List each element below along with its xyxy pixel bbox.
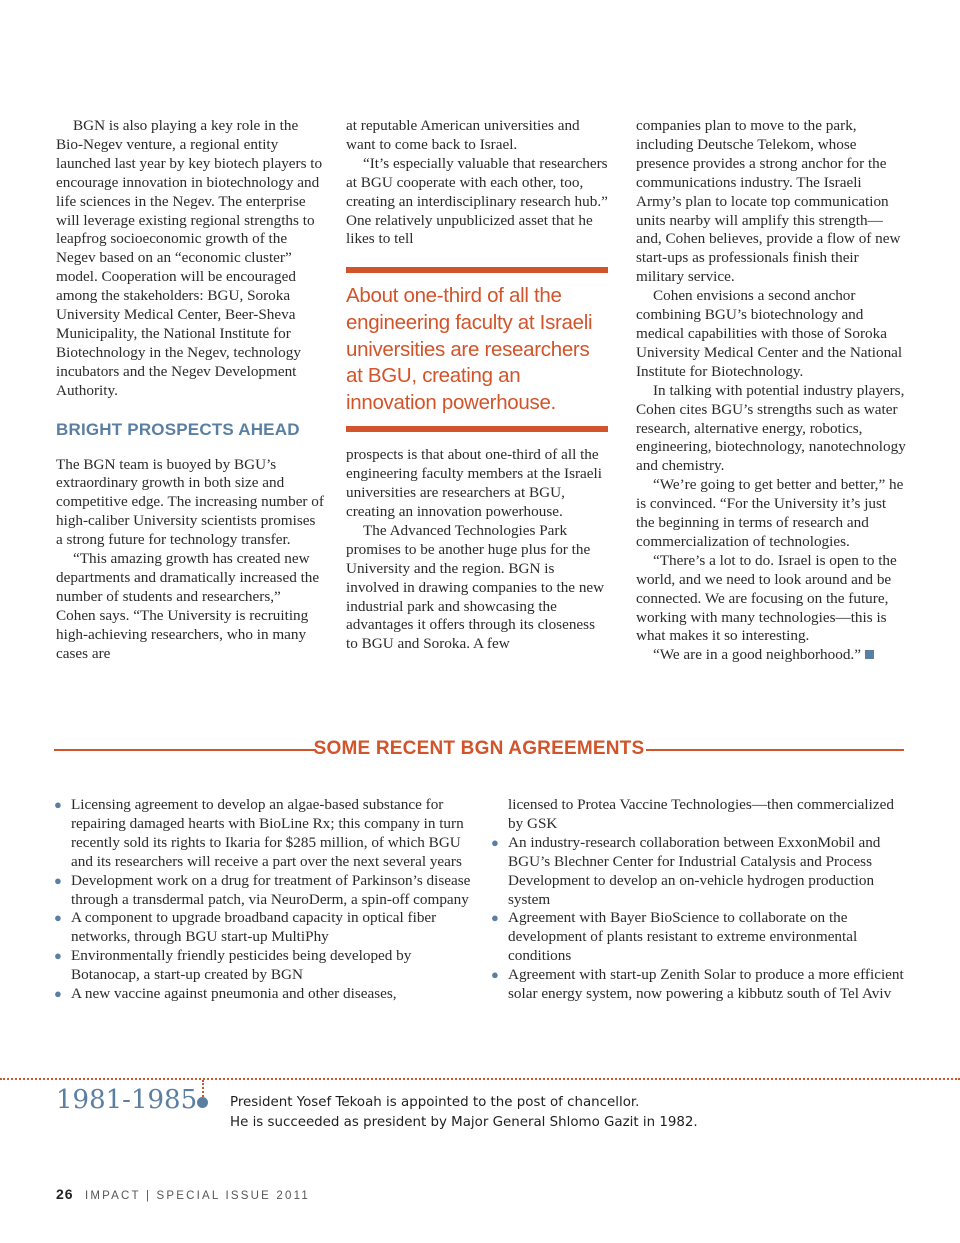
publication-name: IMPACT | SPECIAL ISSUE 2011: [84, 1190, 310, 1202]
article-column-1: [56, 117, 324, 663]
agreements-heading: [54, 736, 904, 764]
list-item-text: A component to upgrade broadband capacity in optical fiber networks, through BGU start-up MultiPhy: [71, 909, 437, 946]
bullet-icon: ●: [491, 910, 499, 926]
timeline-divider: [0, 1078, 960, 1080]
list-item-text: Agreement with Bayer BioScience to collaborate on the development of plants resistant to extreme environmental conditions: [508, 909, 858, 965]
list-item: [54, 872, 474, 910]
agreements-title: SOME RECENT BGN AGREEMENTS: [313, 738, 645, 759]
pull-quote: About one-third of all the engineering faculty at Israeli universities are researchers at BGU, creating an innovation powerhouse.: [346, 267, 608, 432]
agreements-list-left: [54, 796, 474, 1004]
paragraph: “We’re going to get better and better,” he is convinced. “For the University it’s just the beginning in terms of research and commercialization of technologies.: [636, 476, 904, 550]
timeline-line-1: President Yosef Tekoah is appointed to the post of chancellor.: [230, 1095, 640, 1110]
paragraph: “It’s especially valuable that researchers at BGU cooperate with each other, too, creating an interdisciplinary research hub.” One relatively unpublicized asset that he likes to tell: [346, 154, 608, 248]
paragraph: The BGN team is buoyed by BGU’s extraordinary growth in both size and competitive edge. The increasing number of high-caliber University scientists promises a strong future for technology transfer.: [56, 455, 324, 549]
bullet-icon: ●: [54, 948, 62, 964]
paragraph: In talking with potential industry players, Cohen cites BGU’s strengths such as water research, alternative energy, robotics, engineering, biotechnology, nanotechnology and chemistry.: [636, 381, 906, 475]
paragraph: The Advanced Technologies Park promises to be another huge plus for the University and the region. BGN is involved in drawing companies to the new industrial park and showcasing the advantages it offers through its closeness to BGU and Soroka. A few: [346, 521, 605, 653]
paragraph: “This amazing growth has created new departments and dramatically increased the number of students and researchers,” Cohen says. “The University is recruiting high-achieving researchers, who in many cases are: [56, 550, 320, 662]
paragraph: BGN is also playing a key role in the Bio-Negev venture, a regional entity launched last year by key biotech players to encourage innovation in biotechnology and life sciences in the Negev. The enterprise will leverage existing regional strengths to leapfrog socioeconomic growth of the Negev based on an “economic cluster” model. Cooperation will be encouraged among the stakeholders: BGU, Soroka University Medical Center, Beer-Sheva Municipality, the National Institute for Biotechnology in the Negev, technology incubators and the Negev Development Authority.: [56, 117, 323, 399]
list-item: [491, 966, 906, 1004]
timeline-line-2: He is succeeded as president by Major General Shlomo Gazit in 1982.: [230, 1115, 698, 1130]
list-item-text: Development work on a drug for treatment of Parkinson’s disease through a transdermal patch, via NeuroDerm, a spin-off company: [71, 871, 471, 908]
section-heading: BRIGHT PROSPECTS AHEAD: [56, 419, 300, 439]
article-column-2: [346, 117, 608, 654]
paragraph-final: [636, 646, 906, 665]
bullet-icon: ●: [54, 872, 62, 888]
list-item: [491, 834, 906, 910]
page-number: 26: [56, 1186, 74, 1202]
bullet-icon: ●: [491, 967, 499, 983]
timeline-text: [230, 1093, 698, 1133]
timeline-dot-icon: [197, 1097, 208, 1108]
end-mark-icon: [865, 650, 874, 659]
list-item: [491, 909, 906, 966]
list-item: [54, 947, 474, 985]
bullet-icon: ●: [54, 986, 62, 1002]
page-footer: [56, 1186, 310, 1202]
bullet-icon: ●: [491, 834, 499, 850]
list-item-text: A new vaccine against pneumonia and other diseases,: [71, 985, 397, 1003]
list-item-continuation: licensed to Protea Vaccine Technologies—then commercialized by GSK: [508, 796, 894, 832]
list-item-text: Licensing agreement to develop an algae-based substance for repairing damaged hearts with BioLine Rx; this company in turn recently sold its rights to Ikaria for $285 million, of which BGU and its researchers will receive a part over the next several years: [71, 796, 464, 870]
paragraph: companies plan to move to the park, including Deutsche Telekom, whose presence provides a strong anchor for the communications industry. The Israeli Army’s plan to locate top communication units nearby will amplify this strength—and, Cohen believes, provide a flow of new start-ups as professionals finish their military service.: [636, 117, 901, 286]
paragraph: Cohen envisions a second anchor combining BGU’s biotechnology and medical capabilities with those of Soroka University Medical Center and the National Institute for Biotechnology.: [636, 287, 903, 380]
article-column-3: [636, 117, 906, 665]
list-item: [54, 796, 474, 872]
list-item-text: Environmentally friendly pesticides being developed by Botanocap, a start-up created by BGN: [71, 947, 412, 984]
list-item: [54, 909, 474, 947]
timeline-year: 1981-1985: [56, 1085, 198, 1115]
paragraph: “There’s a lot to do. Israel is open to the world, and we need to look around and be connected. We are focusing on the future, working with many technologies—this is what makes it so interesting.: [636, 551, 897, 645]
list-item-text: An industry-research collaboration between ExxonMobil and BGU’s Blechner Center for Industrial Catalysis and Process Development to develop an on-vehicle hydrogen production system: [508, 833, 881, 908]
paragraph-text: “We are in a good neighborhood.”: [653, 646, 861, 664]
bullet-icon: ●: [54, 910, 62, 926]
list-item-text: Agreement with start-up Zenith Solar to produce a more efficient solar energy system, now powering a kibbutz south of Tel Aviv: [508, 966, 904, 1003]
agreements-list-right: [491, 796, 906, 1004]
list-item: [54, 985, 474, 1004]
paragraph: at reputable American universities and want to come back to Israel.: [346, 117, 580, 153]
bullet-icon: ●: [54, 797, 62, 812]
paragraph: prospects is that about one-third of all the engineering faculty members at the Israeli universities are researchers at BGU, creating an innovation powerhouse.: [346, 446, 602, 521]
